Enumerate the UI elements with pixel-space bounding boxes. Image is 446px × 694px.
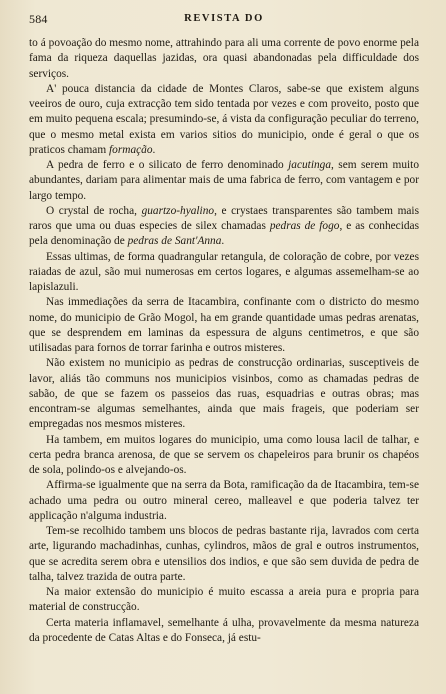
paragraph-11-text: Na maior extensão do municipio é muito escassa a areia pura e propria para material de construcção.	[29, 586, 419, 614]
body-text	[29, 36, 419, 646]
paragraph-1-text: to á povoação do mesmo nome, attrahindo para ali uma corrente de povo enorme pela fama da riqueza daquellas jazidas, ora quasi abandonadas pela difficuldade dos serviços.	[29, 37, 419, 80]
paragraph-9-text: Affirma-se igualmente que na serra da Bota, ramificação da de Itacambira, tem-se achado uma pedra ou outro mineral cereo, malleavel e que poderia talvez ter applicação n'alguma industria.	[29, 479, 419, 522]
paragraph-4-italic-term-2: pedras de fogo	[269, 220, 340, 232]
paragraph-7	[29, 356, 419, 432]
paragraph-5	[29, 250, 419, 296]
paragraph-4-text-b: , e crystaes transparentes são tambem mais raros que uma ou duas especies de silex chamadas	[29, 204, 419, 232]
paragraph-4	[29, 204, 419, 250]
paragraph-10-text: Tem-se recolhido tambem uns blocos de pedras bastante rija, lavrados com certa arte, ligurando machadinhas, cunhas, cylindros, mãos de gral e outros instrumentos, que se acredita serem obra e utensilios dos indios, e que são sem duvida de pedra de talha, talvez trazida de outra parte.	[29, 525, 419, 583]
paragraph-3	[29, 158, 419, 204]
paragraph-5-text: Essas ultimas, de forma quadrangular retangula, de coloração de cobre, por vezes raiadas de azul, são mui numerosas em certos logares, e algumas assemelham-se ao lapislazuli.	[29, 250, 419, 293]
paragraph-2-text-a: A' pouca distancia da cidade de Montes Claros, sabe-se que existem alguns veeiros de ouro, cuja extracção tem sido tentada por vezes e com proveito, posto que em muito pequena escala; presumindo-se, á vista da configuração peculiar do terreno, que o mesmo metal exista em varios sitios do municipio, onde é geral o que os praticos chamam	[29, 82, 419, 156]
paragraph-6-text: Nas immediações da serra de Itacambira, confinante com o districto do mesmo nome, do municipio de Grão Mogol, ha em grande quantidade umas pedras arenatas, que se desprendem em laminas da espessura de alguns centimetros, e que são utilisadas para fornos de torrar farinha e outros misteres.	[29, 296, 419, 354]
paragraph-2-italic-term: formação	[109, 143, 153, 156]
paragraph-11	[29, 585, 419, 616]
paragraph-4-italic-term-3: pedras de Sant'Anna	[127, 235, 222, 248]
paragraph-10	[29, 524, 419, 585]
paragraph-2	[29, 82, 419, 158]
paragraph-4-italic-term-1: guartzo-hyalino	[141, 204, 215, 217]
paragraph-8-text: Ha tambem, em muitos logares do municipio, uma como lousa lacil de talhar, e certa pedra branca arenosa, de que se servem os chapeleiros para brunir os chapéos de sola, polindo-os e alvejando-os.	[29, 433, 419, 476]
paragraph-4-text-a: O crystal de rocha,	[46, 204, 142, 217]
journal-title: REVISTA DO	[184, 13, 264, 24]
paragraph-6	[29, 295, 419, 356]
running-head	[29, 12, 419, 29]
paragraph-2-text-b: .	[152, 143, 156, 156]
paragraph-3-italic-term: jacutinga	[288, 159, 332, 171]
paragraph-7-text: Não existem no municipio as pedras de construcção ordinarias, susceptiveis de lavor, aliás tão communs nos municipios visinbos, como as chamadas pedras de sabão, de que se fazem os passeios das ruas, esquadrias e outras obras; mas encontram-se algumas semelhantes, ainda que mais frageis, que poderiam ser empregadas nos mesmos misteres.	[29, 357, 419, 431]
paragraph-8	[29, 433, 419, 479]
paragraph-12	[29, 616, 419, 647]
paragraph-3-text-b: , sem serem muito abundantes, dariam para alimentar mais de uma fabrica de ferro, com vantagem e por largo tempo.	[29, 159, 419, 202]
page-number: 584	[29, 12, 48, 26]
paragraph-9	[29, 478, 419, 524]
paragraph-4-text-d: .	[221, 235, 225, 248]
paragraph-4-text-c: , e as conhecidas pela denominação de	[29, 220, 419, 248]
paragraph-3-text-a: A pedra de ferro e o silicato de ferro denominado	[46, 159, 289, 171]
paragraph-12-text: Certa materia inflamavel, semelhante á ulha, provavelmente da mesma natureza da procedente de Catas Altas e do Fonseca, já estu-	[29, 616, 419, 644]
paragraph-1	[29, 36, 419, 82]
